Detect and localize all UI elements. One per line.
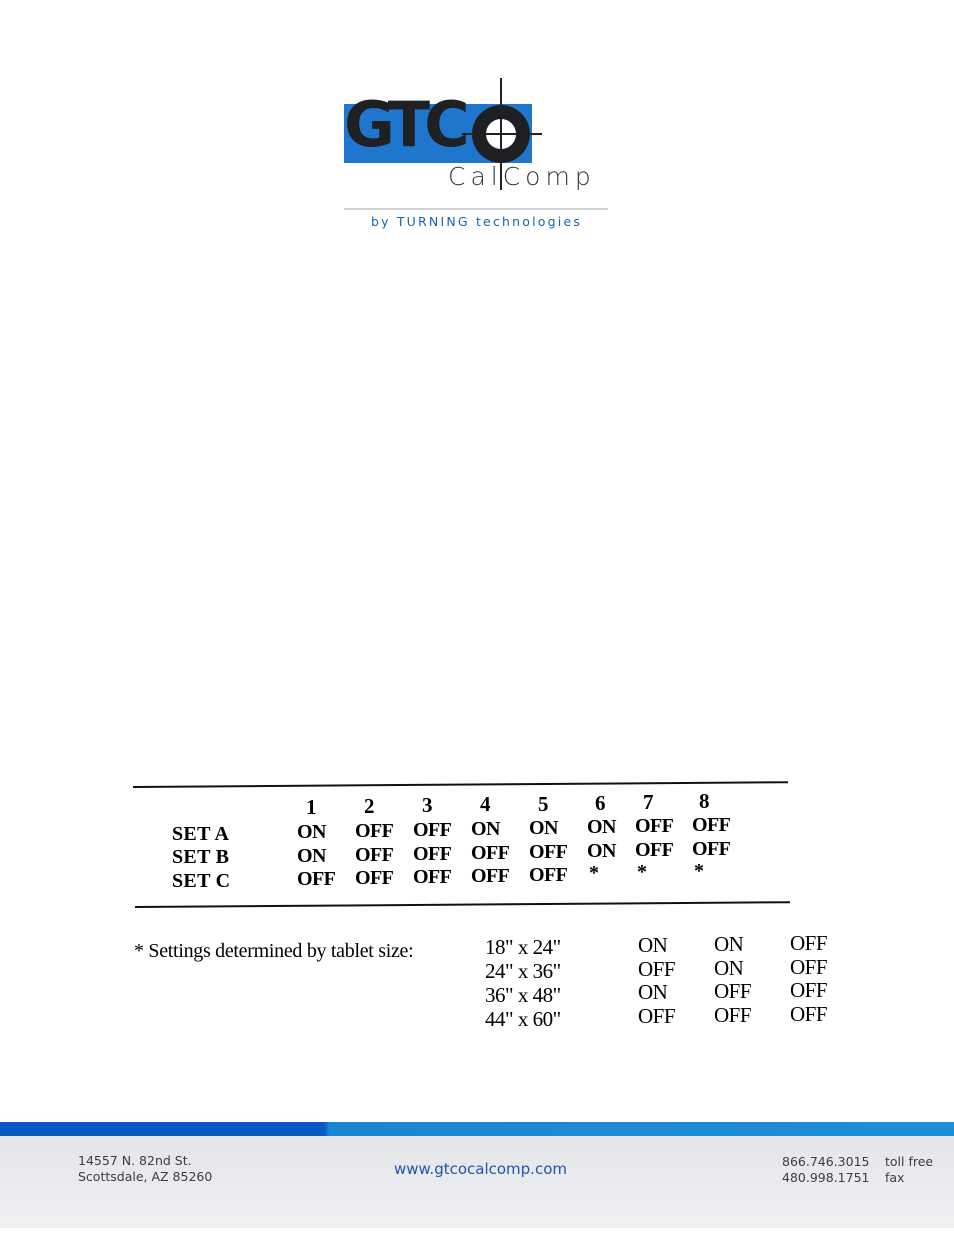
set-b-switch-3: OFF xyxy=(413,843,452,865)
set-a-switch-4: ON xyxy=(471,818,500,840)
fax-number: 480.998.1751 xyxy=(782,1170,870,1185)
size-3-switch-8: OFF xyxy=(790,978,828,1002)
logo-tagline: by TURNING technologies xyxy=(370,214,583,229)
fax-label: fax xyxy=(885,1170,905,1185)
size-3-switch-7: OFF xyxy=(714,979,752,1003)
size-1-switch-8: OFF xyxy=(790,931,828,955)
phone-label: toll free xyxy=(885,1154,934,1169)
note-text: * Settings determined by tablet size: xyxy=(134,940,414,962)
footer xyxy=(0,1136,954,1228)
address-line-1: 14557 N. 82nd St. xyxy=(78,1153,192,1168)
column-header-6: 6 xyxy=(595,791,605,815)
set-b-switch-8: OFF xyxy=(692,838,731,860)
set-a-switch-2: OFF xyxy=(355,820,394,842)
footer-phone-labels xyxy=(885,1154,933,1186)
size-4-switch-6: OFF xyxy=(638,1004,676,1028)
set-a-switch-1: ON xyxy=(297,821,326,843)
set-c-switch-5: OFF xyxy=(529,864,568,886)
tablet-size-3: 36" x 48" xyxy=(485,983,561,1007)
row-label-set-a: SET A xyxy=(172,823,230,845)
column-header-5: 5 xyxy=(538,792,548,816)
phone-number: 866.746.3015 xyxy=(782,1154,870,1169)
size-1-switch-7: ON xyxy=(714,932,744,956)
set-a-switch-5: ON xyxy=(529,817,558,839)
set-b-switch-6: ON xyxy=(587,840,616,862)
set-b-switch-1: ON xyxy=(297,845,326,867)
row-label-set-c: SET C xyxy=(172,870,231,892)
footer-website-link[interactable]: www.gtcocalcomp.com xyxy=(394,1160,567,1178)
size-2-switch-6: OFF xyxy=(638,957,676,981)
set-b-switch-4: OFF xyxy=(471,842,510,864)
footer-address xyxy=(78,1153,212,1185)
tablet-size-1: 18" x 24" xyxy=(485,935,561,959)
company-logo xyxy=(344,78,614,233)
set-b-switch-7: OFF xyxy=(635,839,674,861)
size-1-switch-6: ON xyxy=(638,933,668,957)
set-b-switch-5: OFF xyxy=(529,841,568,863)
table-bottom-rule xyxy=(135,901,790,908)
set-a-switch-3: OFF xyxy=(413,819,452,841)
tablet-size-2: 24" x 36" xyxy=(485,959,561,983)
set-b-switch-2: OFF xyxy=(355,844,394,866)
set-c-switch-2: OFF xyxy=(355,867,394,889)
set-c-switch-8: * xyxy=(694,860,704,882)
footer-stripe xyxy=(0,1122,954,1136)
size-4-switch-7: OFF xyxy=(714,1003,752,1027)
column-header-8: 8 xyxy=(699,789,709,813)
set-c-switch-6: * xyxy=(589,862,599,884)
column-header-7: 7 xyxy=(643,790,653,814)
size-3-switch-6: ON xyxy=(638,980,668,1004)
row-label-set-b: SET B xyxy=(172,846,230,868)
set-c-switch-7: * xyxy=(637,861,647,883)
logo-letters: GTC xyxy=(344,88,464,161)
column-header-4: 4 xyxy=(480,792,490,816)
size-2-switch-7: ON xyxy=(714,956,744,980)
footer-phone-numbers xyxy=(782,1154,869,1186)
table-top-rule xyxy=(133,781,788,788)
set-a-switch-8: OFF xyxy=(692,814,731,836)
set-c-switch-3: OFF xyxy=(413,866,452,888)
set-a-switch-7: OFF xyxy=(635,815,674,837)
tablet-size-4: 44" x 60" xyxy=(485,1007,561,1031)
set-c-switch-1: OFF xyxy=(297,868,336,890)
column-header-2: 2 xyxy=(364,794,374,818)
logo-calcomp: CalComp xyxy=(448,162,596,191)
set-a-switch-6: ON xyxy=(587,816,616,838)
address-line-2: Scottsdale, AZ 85260 xyxy=(78,1169,213,1184)
column-header-3: 3 xyxy=(422,793,432,817)
size-2-switch-8: OFF xyxy=(790,955,828,979)
column-header-1: 1 xyxy=(306,795,316,819)
size-4-switch-8: OFF xyxy=(790,1002,828,1026)
set-c-switch-4: OFF xyxy=(471,865,510,887)
